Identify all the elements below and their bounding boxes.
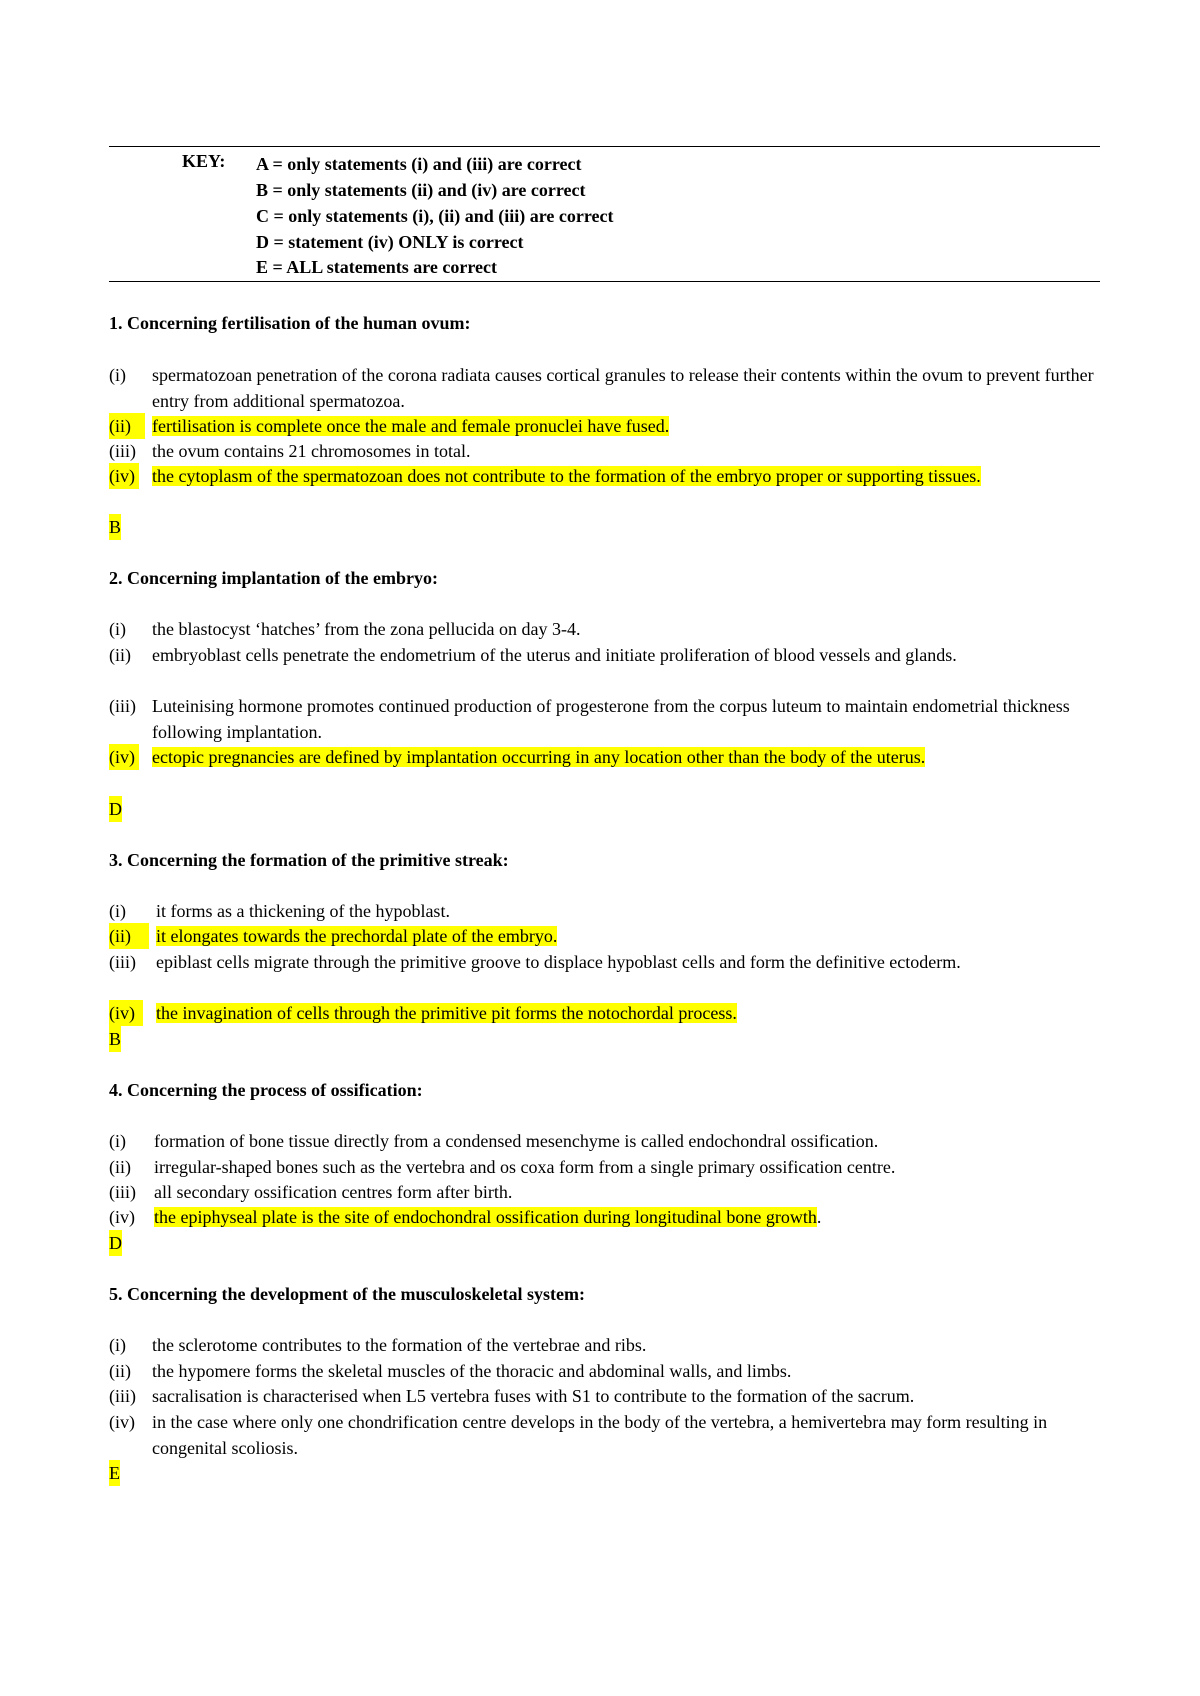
statement-text: the hypomere forms the skeletal muscles of the thoracic and abdominal walls, and limbs. [152, 1361, 792, 1381]
statement-number: (iv) [109, 463, 139, 489]
key-bottom-rule [109, 281, 1100, 282]
question-title: 4. Concerning the process of ossification: [109, 1080, 423, 1100]
statement-text: the ovum contains 21 chromosomes in total. [152, 441, 471, 461]
statement-text: Luteinising hormone promotes continued production of progesterone from the corpus luteum to maintain endometrial thickness following implantation. [152, 696, 1070, 742]
statement-text: formation of bone tissue directly from a condensed mesenchyme is called endochondral ossification. [154, 1131, 879, 1151]
statement-text: it elongates towards the prechordal plate of the embryo. [156, 926, 558, 946]
statement-text: the sclerotome contributes to the formation of the vertebrae and ribs. [152, 1335, 647, 1355]
statement-text: sacralisation is characterised when L5 vertebra fuses with S1 to contribute to the formation of the sacrum. [152, 1386, 915, 1406]
statement-number: (ii) [109, 413, 145, 439]
statement-text: the cytoplasm of the spermatozoan does not contribute to the formation of the embryo proper or supporting tissues. [152, 466, 981, 486]
statement-text: it forms as a thickening of the hypoblast. [156, 901, 450, 921]
statement-number: (ii) [109, 1157, 131, 1177]
statement-number: (ii) [109, 923, 149, 949]
statement-text: the epiphyseal plate is the site of endochondral ossification during longitudinal bone growth [154, 1207, 817, 1227]
statement-text: fertilisation is complete once the male and female pronuclei have fused. [152, 416, 670, 436]
statement-text: the blastocyst ‘hatches’ from the zona pellucida on day 3-4. [152, 619, 581, 639]
question-title: 1. Concerning fertilisation of the human ovum: [109, 313, 471, 333]
key-option-b: B = only statements (ii) and (iv) are correct [256, 180, 586, 200]
statement-text: ectopic pregnancies are defined by implantation occurring in any location other than the body of the uterus. [152, 747, 926, 767]
answer: D [109, 796, 122, 822]
question-title: 5. Concerning the development of the musculoskeletal system: [109, 1284, 585, 1304]
statement-number: (iii) [109, 952, 136, 972]
statement-suffix: . [816, 1207, 822, 1227]
statement-text: all secondary ossification centres form after birth. [154, 1182, 513, 1202]
statement-number: (iv) [109, 1000, 143, 1026]
key-option-c: C = only statements (i), (ii) and (iii) are correct [256, 206, 614, 226]
statement-number: (i) [109, 619, 126, 639]
statement-number: (iii) [109, 441, 136, 461]
statement-text: epiblast cells migrate through the primitive groove to displace hypoblast cells and form the definitive ectoderm. [156, 952, 961, 972]
answer: E [109, 1460, 120, 1486]
question-title: 2. Concerning implantation of the embryo: [109, 568, 438, 588]
statement-number: (iv) [109, 1412, 135, 1432]
statement-text: irregular-shaped bones such as the vertebra and os coxa form from a single primary ossification centre. [154, 1157, 896, 1177]
statement-text: in the case where only one chondrification centre develops in the body of the vertebra, a hemivertebra may form resulting in congenital scoliosis. [152, 1412, 1048, 1458]
answer: D [109, 1230, 122, 1256]
key-option-e: E = ALL statements are correct [256, 257, 498, 277]
key-option-a: A = only statements (i) and (iii) are correct [256, 154, 582, 174]
statement-number: (ii) [109, 1361, 131, 1381]
statement-number: (ii) [109, 645, 131, 665]
statement-number: (iv) [109, 744, 139, 770]
statement-number: (iii) [109, 1182, 136, 1202]
statement-number: (i) [109, 365, 126, 385]
statement-text: embryoblast cells penetrate the endometrium of the uterus and initiate proliferation of blood vessels and glands. [152, 645, 957, 665]
statement-text: spermatozoan penetration of the corona radiata causes cortical granules to release their contents within the ovum to prevent further entry from additional spermatozoa. [152, 365, 1094, 411]
statement-number: (i) [109, 1335, 126, 1355]
answer: B [109, 514, 121, 540]
statement-text: the invagination of cells through the primitive pit forms the notochordal process. [156, 1003, 737, 1023]
statement-number: (iii) [109, 696, 136, 716]
statement-number: (i) [109, 1131, 126, 1151]
key-label: KEY: [182, 151, 226, 171]
statement-number: (iii) [109, 1386, 136, 1406]
key-option-d: D = statement (iv) ONLY is correct [256, 232, 524, 252]
statement-number: (iv) [109, 1207, 135, 1227]
question-title: 3. Concerning the formation of the primitive streak: [109, 850, 509, 870]
answer: B [109, 1026, 121, 1052]
statement-number: (i) [109, 901, 126, 921]
key-top-rule [109, 146, 1100, 147]
